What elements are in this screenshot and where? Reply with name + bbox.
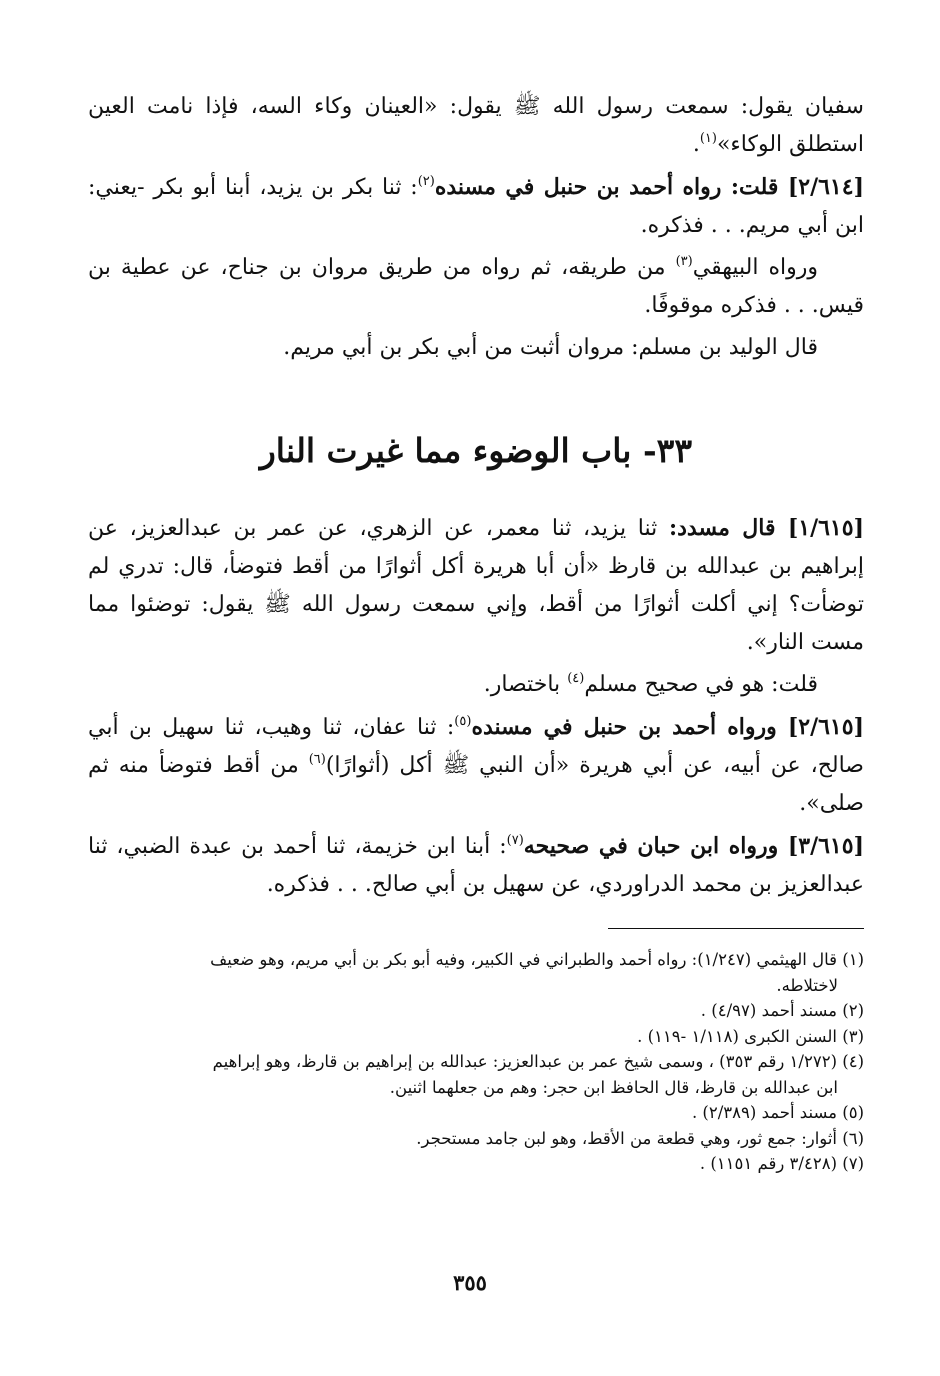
footnote-separator <box>608 928 864 929</box>
chapter-heading: ٣٣- باب الوضوء مما غيرت النار <box>259 431 693 470</box>
footnote-marker[interactable]: (٣) <box>675 254 693 269</box>
footnote-5: (٥) مسند أحمد (٢/٣٨٩) . <box>691 1103 864 1122</box>
footnote-marker[interactable]: (١) <box>699 131 717 146</box>
paragraph-walid: قال الوليد بن مسلم: مروان أثبت من أبي بكر بن أبي مريم. <box>283 335 818 360</box>
page-number: ٣٥٥ <box>453 1270 487 1295</box>
paragraph-615-1: [١/٦١٥] قال مسدد: ثنا يزيد، ثنا معمر، عن الزهري، عن عمر بن عبدالعزيز، عن إبراهيم بن عبدالله بن قارظ «أن أبا هريرة أكل أثوارًا من أقط فتوضأ، قال: تدري لم توضأت؟ إني أكلت أثوارًا من أقط، وإني سمعت رسول الله ﷺ يقول: توضئوا مما مست النار». <box>88 515 864 655</box>
paragraph-sufyan-hadith: سفيان يقول: سمعت رسول الله ﷺ يقول: «العينان وكاء السه، فإذا نامت العين استطلق الوكاء»$^{(١)}$. <box>88 94 864 157</box>
paragraph-615-2: [٢/٦١٥] ورواه أحمد بن حنبل في مسنده$^{(٥)}$: ثنا عفان، ثنا وهيب، ثنا سهيل بن أبي صالح، عن أبيه، عن أبي هريرة «أن النبي ﷺ أكل (أثوارًا)$^{(٦)}$ من أقط فتوضأ منه ثم صلى». <box>88 714 864 816</box>
page-content <box>88 88 864 1177</box>
footnote-3: (٣) السنن الكبرى (١/١١٨ -١١٩) . <box>637 1026 864 1046</box>
footnote-7: (٧) (٣/٤٢٨ رقم ١١٥١) . <box>699 1154 864 1173</box>
paragraph-bayhaqi: ورواه البيهقي$^{(٣)}$ من طريقه، ثم رواه من طريق مروان بن جناح، عن عطية بن قيس. . . فذكره موقوفًا. <box>88 254 864 318</box>
footnote-marker[interactable]: (٦) <box>308 752 326 767</box>
footnote-marker[interactable]: (٢) <box>417 174 435 189</box>
footnote-2: (٢) مسند أحمد (٤/٩٧) . <box>700 1001 864 1020</box>
footnote-1: (١) قال الهيثمي (١/٢٤٧): رواه أحمد والطبراني في الكبير، وفيه أبو بكر بن أبي مريم، وهو ضعيف لاختلاطه. <box>210 950 864 995</box>
footnote-marker[interactable]: (٥) <box>454 714 472 729</box>
footnotes <box>88 947 864 1177</box>
paragraph-615-3: [٣/٦١٥] ورواه ابن حبان في صحيحه$^{(٧)}$: أبنا ابن خزيمة، ثنا أحمد بن عبدة الضبي، ثنا عبدالعزيز بن محمد الدراوردي، عن سهيل بن أبي صالح. . . فذكره. <box>88 833 864 897</box>
footnote-marker[interactable]: (٤) <box>567 671 585 686</box>
paragraph-614-2: [٢/٦١٤] قلت: رواه أحمد بن حنبل في مسنده$^{(٢)}$: ثنا بكر بن يزيد، أبنا أبو بكر -يعني: ابن أبي مريم. . . فذكره. <box>88 174 864 238</box>
hadith-reference: [٣/٦١٥] ورواه ابن حبان في صحيحه <box>523 833 864 859</box>
footnote-6: (٦) أثوار: جمع ثور، وهي قطعة من الأقط، وهو لبن جامد مستحجر. <box>416 1128 864 1148</box>
footnote-marker[interactable]: (٧) <box>506 833 524 848</box>
footnote-4: (٤) (١/٢٧٢ رقم ٣٥٣) ، وسمى شيخ عمر بن عبدالعزيز: عبدالله بن إبراهيم بن قارظ، وهو إبراهيم ابن عبدالله بن قارظ، قال الحافظ ابن حجر: وهم من جعلهما اثنين. <box>212 1052 864 1097</box>
hadith-reference: [١/٦١٥] قال مسدد: <box>669 515 864 541</box>
hadith-reference: [٢/٦١٤] قلت: رواه أحمد بن حنبل في مسنده <box>434 174 864 200</box>
paragraph-muslim-note: قلت: هو في صحيح مسلم$^{(٤)}$ باختصار. <box>483 671 818 697</box>
hadith-reference: [٢/٦١٥] ورواه أحمد بن حنبل في مسنده <box>471 714 864 740</box>
